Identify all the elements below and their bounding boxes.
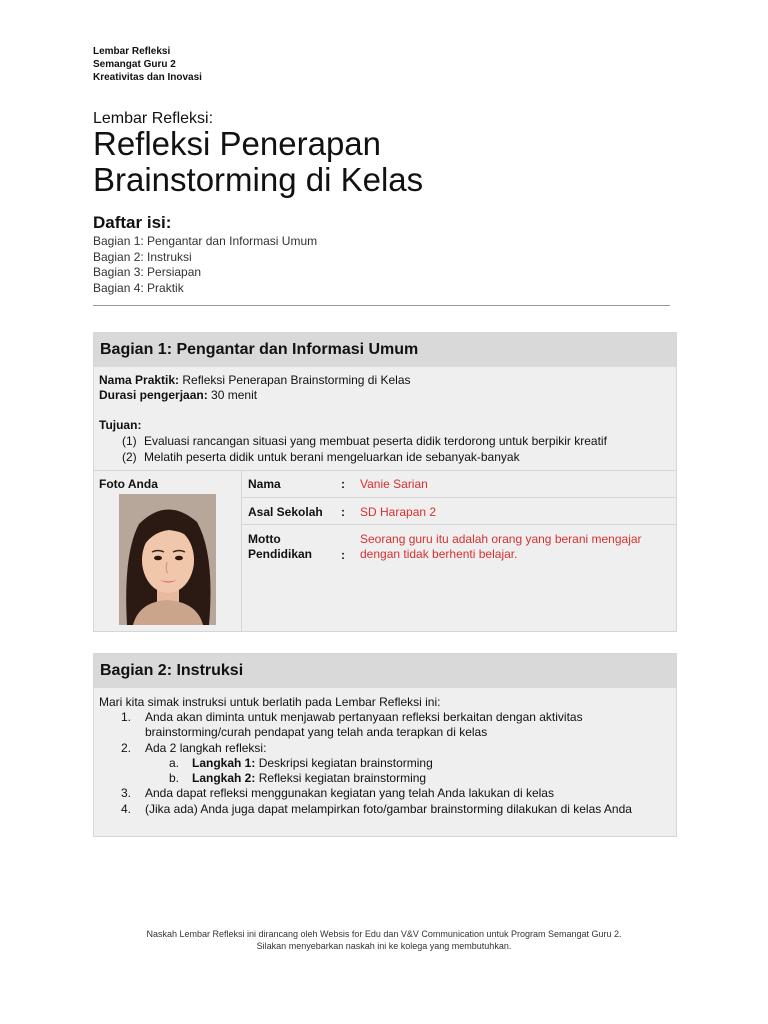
document-title bbox=[93, 126, 423, 198]
field-name-value: Vanie Sarian bbox=[360, 477, 428, 491]
list-item bbox=[99, 710, 669, 741]
goals-label: Tujuan: bbox=[99, 418, 142, 432]
item-text: (Jika ada) Anda juga dapat melampirkan foto/gambar brainstorming dilakukan di kelas Anda bbox=[145, 801, 632, 816]
list-item bbox=[99, 802, 669, 817]
section-1-heading: Bagian 1: Pengantar dan Informasi Umum bbox=[94, 333, 676, 367]
goal-number: (1) bbox=[122, 434, 137, 448]
field-name bbox=[242, 471, 676, 498]
title-line-2: Brainstorming di Kelas bbox=[93, 161, 424, 198]
divider bbox=[93, 305, 670, 306]
field-motto-label bbox=[248, 532, 312, 562]
step-text: Deskripsi kegiatan brainstorming bbox=[255, 755, 433, 770]
goals-list bbox=[122, 434, 607, 465]
item-number: b. bbox=[169, 771, 180, 786]
photo-column bbox=[94, 471, 242, 632]
section-2-heading: Bagian 2: Instruksi bbox=[94, 654, 676, 688]
sub-list-item bbox=[99, 771, 669, 786]
item-number: 1. bbox=[121, 710, 132, 724]
field-motto-value: Seorang guru itu adalah orang yang berani mengajar dengan tidak berhenti belajar. bbox=[360, 532, 642, 561]
header-line-2: Semangat Guru 2 bbox=[93, 59, 176, 70]
colon: : bbox=[341, 548, 345, 562]
toc-heading: Daftar isi: bbox=[93, 213, 172, 232]
motto-label-line-2: Pendidikan bbox=[248, 547, 313, 561]
practice-name-label: Nama Praktik: bbox=[99, 373, 180, 387]
document-subtitle: Lembar Refleksi: bbox=[93, 110, 214, 127]
item-text: Ada 2 langkah refleksi: bbox=[145, 740, 267, 755]
colon: : bbox=[341, 477, 345, 491]
list-item bbox=[99, 741, 669, 756]
goal-text: Melatih peserta didik untuk berani mengeluarkan ide sebanyak-banyak bbox=[144, 449, 520, 464]
header-line-1: Lembar Refleksi bbox=[93, 46, 171, 57]
section-1 bbox=[93, 332, 677, 632]
goal-number: (2) bbox=[122, 449, 137, 464]
toc-item: Bagian 4: Praktik bbox=[93, 280, 184, 295]
goal-text: Evaluasi rancangan situasi yang membuat peserta didik terdorong untuk berpikir kreatif bbox=[144, 434, 607, 448]
page-footer bbox=[0, 928, 768, 952]
item-text: Anda dapat refleksi menggunakan kegiatan yang telah Anda lakukan di kelas bbox=[145, 786, 554, 801]
step-label: Langkah 1: bbox=[192, 755, 256, 770]
header-line-3: Kreativitas dan Inovasi bbox=[93, 72, 202, 83]
goal-item bbox=[122, 450, 607, 466]
profile-photo bbox=[119, 494, 216, 625]
field-school-label: Asal Sekolah bbox=[248, 505, 323, 519]
field-name-label: Nama bbox=[248, 477, 281, 491]
footer-line-1: Naskah Lembar Refleksi ini dirancang oleh Websis for Edu dan V&V Communication untuk Program Semangat Guru 2. bbox=[146, 929, 622, 939]
photo-label: Foto Anda bbox=[99, 477, 158, 491]
practice-name bbox=[99, 373, 411, 388]
portrait-image bbox=[119, 494, 216, 625]
toc-item: Bagian 3: Persiapan bbox=[93, 265, 202, 279]
instruction-list bbox=[99, 710, 669, 817]
duration-label: Durasi pengerjaan: bbox=[99, 388, 208, 402]
field-school bbox=[242, 498, 676, 525]
footer-line-2: Silakan menyebarkan naskah ini ke kolega yang membutuhkan. bbox=[256, 941, 512, 951]
section-2 bbox=[93, 653, 677, 837]
list-item bbox=[99, 786, 669, 801]
practice-info bbox=[99, 373, 411, 403]
item-number: 2. bbox=[121, 740, 132, 755]
field-motto bbox=[242, 525, 676, 585]
item-number: 3. bbox=[121, 786, 132, 801]
table-of-contents bbox=[93, 234, 317, 296]
toc-item: Bagian 2: Instruksi bbox=[93, 249, 192, 264]
colon: : bbox=[341, 505, 345, 519]
goal-item bbox=[122, 434, 607, 450]
duration bbox=[99, 388, 411, 403]
step-text: Refleksi kegiatan brainstorming bbox=[255, 771, 427, 786]
item-number: 4. bbox=[121, 801, 132, 816]
duration-value: 30 menit bbox=[207, 388, 258, 402]
motto-label-line-1: Motto bbox=[248, 532, 281, 546]
item-text: Anda akan diminta untuk menjawab pertanyaan refleksi berkaitan dengan aktivitas brainstorming/curah pendapat yang telah anda terapkan di kelas bbox=[145, 710, 583, 740]
sub-list-item bbox=[99, 756, 669, 771]
field-school-value: SD Harapan 2 bbox=[360, 505, 437, 519]
item-number: a. bbox=[169, 755, 180, 770]
profile-fields bbox=[242, 471, 676, 585]
step-label: Langkah 2: bbox=[192, 771, 256, 786]
instruction-intro: Mari kita simak instruksi untuk berlatih pada Lembar Refleksi ini: bbox=[99, 695, 441, 709]
document-header bbox=[93, 45, 202, 84]
profile-table bbox=[94, 470, 676, 632]
title-line-1: Refleksi Penerapan bbox=[93, 125, 382, 162]
practice-name-value: Refleksi Penerapan Brainstorming di Kelas bbox=[179, 373, 411, 387]
toc-item: Bagian 1: Pengantar dan Informasi Umum bbox=[93, 234, 318, 248]
